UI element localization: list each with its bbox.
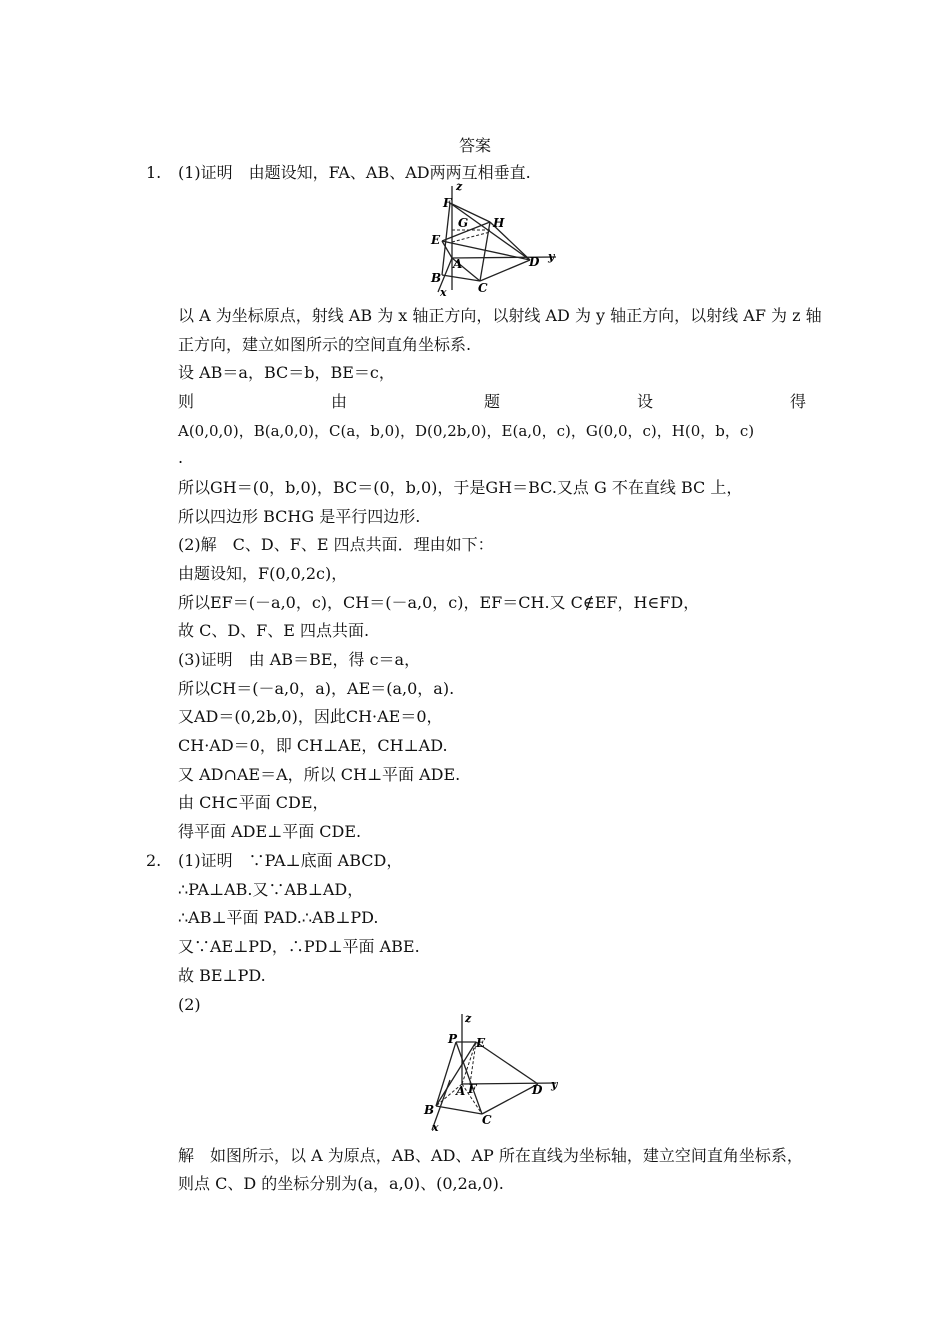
fig1-label-C: C xyxy=(478,281,488,295)
q1-line-5-word-5: 得 xyxy=(789,392,806,411)
fig1-label-B: B xyxy=(431,271,442,285)
question-2-number: 2. xyxy=(146,851,162,870)
q1-line-20: 得平面 ADE⊥平面 CDE. xyxy=(178,822,362,841)
fig1-label-z: z xyxy=(456,180,463,193)
fig1-label-F: F xyxy=(443,196,452,210)
question-1-number: 1. xyxy=(146,163,162,182)
answer-title: 答案 xyxy=(458,136,491,155)
q2-line-8: 则点 C、D 的坐标分别为(a，a,0)、(0,2a,0). xyxy=(178,1174,504,1193)
fig2-label-A: A xyxy=(456,1084,466,1098)
fig1-label-E: E xyxy=(431,233,441,247)
figure-2 xyxy=(418,1010,568,1135)
fig2-label-E: E xyxy=(476,1036,486,1050)
q1-line-11: 由题设知，F(0,0,2c)， xyxy=(178,564,348,583)
q1-line-7: . xyxy=(178,448,184,467)
q1-line-8: 所以GH＝(0，b,0)，BC＝(0，b,0)，于是GH＝BC.又点 G 不在直线 BC 上， xyxy=(178,478,743,497)
q1-line-9: 所以四边形 BCHG 是平行四边形. xyxy=(178,507,421,526)
q2-line-5: 故 BE⊥PD. xyxy=(178,966,266,985)
q2-line-2: ∴PA⊥AB.又∵AB⊥AD， xyxy=(178,880,364,899)
fig2-label-y: y xyxy=(551,1078,558,1091)
q2-line-7: 解 如图所示，以 A 为原点，AB、AD、AP 所在直线为坐标轴，建立空间直角坐标系， xyxy=(178,1146,803,1165)
q1-line-5-word-1: 则 xyxy=(178,392,195,411)
q1-line-5-word-4: 设 xyxy=(636,392,653,411)
fig2-label-D: D xyxy=(532,1083,543,1097)
q1-line-5-word-3: 题 xyxy=(483,392,500,411)
q1-line-15: 所以CH＝(－a,0，a)，AE＝(a,0，a). xyxy=(178,679,455,698)
fig1-label-y: y xyxy=(548,250,555,263)
fig2-label-P: P xyxy=(448,1032,458,1046)
q1-line-4: 设 AB＝a，BC＝b，BE＝c， xyxy=(178,363,395,382)
q1-line-5 xyxy=(178,392,806,412)
fig1-label-x: x xyxy=(440,286,447,298)
q1-line-14: (3)证明 由 AB＝BE，得 c＝a， xyxy=(178,650,421,669)
q2-line-1: (1)证明 ∵PA⊥底面 ABCD， xyxy=(178,851,403,870)
q2-line-4: 又∵AE⊥PD，∴PD⊥平面 ABE. xyxy=(178,937,420,956)
fig1-label-A: A xyxy=(453,257,463,271)
fig2-label-F: F xyxy=(468,1082,477,1096)
q2-line-6: (2) xyxy=(178,995,201,1014)
q1-line-3: 正方向，建立如图所示的空间直角坐标系. xyxy=(178,335,472,354)
q1-line-1: (1)证明 由题设知，FA、AB、AD两两互相垂直. xyxy=(178,163,531,182)
fig2-label-C: C xyxy=(482,1113,492,1127)
figure-1 xyxy=(426,180,566,298)
fig1-label-G: G xyxy=(458,216,469,230)
fig2-label-z: z xyxy=(465,1012,472,1025)
q1-line-6: A(0,0,0)，B(a,0,0)，C(a，b,0)，D(0,2b,0)，E(a,0，c)，G(0,0，c)，H(0，b，c) xyxy=(178,422,755,440)
q1-line-16: 又AD＝(0,2b,0)，因此CH·AE＝0， xyxy=(178,707,443,726)
fig1-label-H: H xyxy=(493,216,505,230)
fig2-label-x: x xyxy=(432,1121,439,1134)
q1-line-5-word-2: 由 xyxy=(330,392,347,411)
q1-line-19: 由 CH⊂平面 CDE， xyxy=(178,793,329,812)
q2-line-3: ∴AB⊥平面 PAD.∴AB⊥PD. xyxy=(178,908,379,927)
q1-line-18: 又 AD∩AE＝A，所以 CH⊥平面 ADE. xyxy=(178,765,461,784)
q1-line-17: CH·AD＝0，即 CH⊥AE，CH⊥AD. xyxy=(178,736,448,755)
q1-line-12: 所以EF＝(－a,0，c)，CH＝(－a,0，c)，EF＝CH.又 C∉EF，H∈FD， xyxy=(178,593,700,612)
q1-line-13: 故 C、D、F、E 四点共面. xyxy=(178,621,370,640)
fig1-label-D: D xyxy=(529,255,540,269)
q1-line-2: 以 A 为坐标原点，射线 AB 为 x 轴正方向，以射线 AD 为 y 轴正方向，以射线 AF 为 z 轴 xyxy=(178,306,822,325)
fig2-label-B: B xyxy=(424,1103,435,1117)
q1-line-10: (2)解 C、D、F、E 四点共面．理由如下： xyxy=(178,535,494,554)
